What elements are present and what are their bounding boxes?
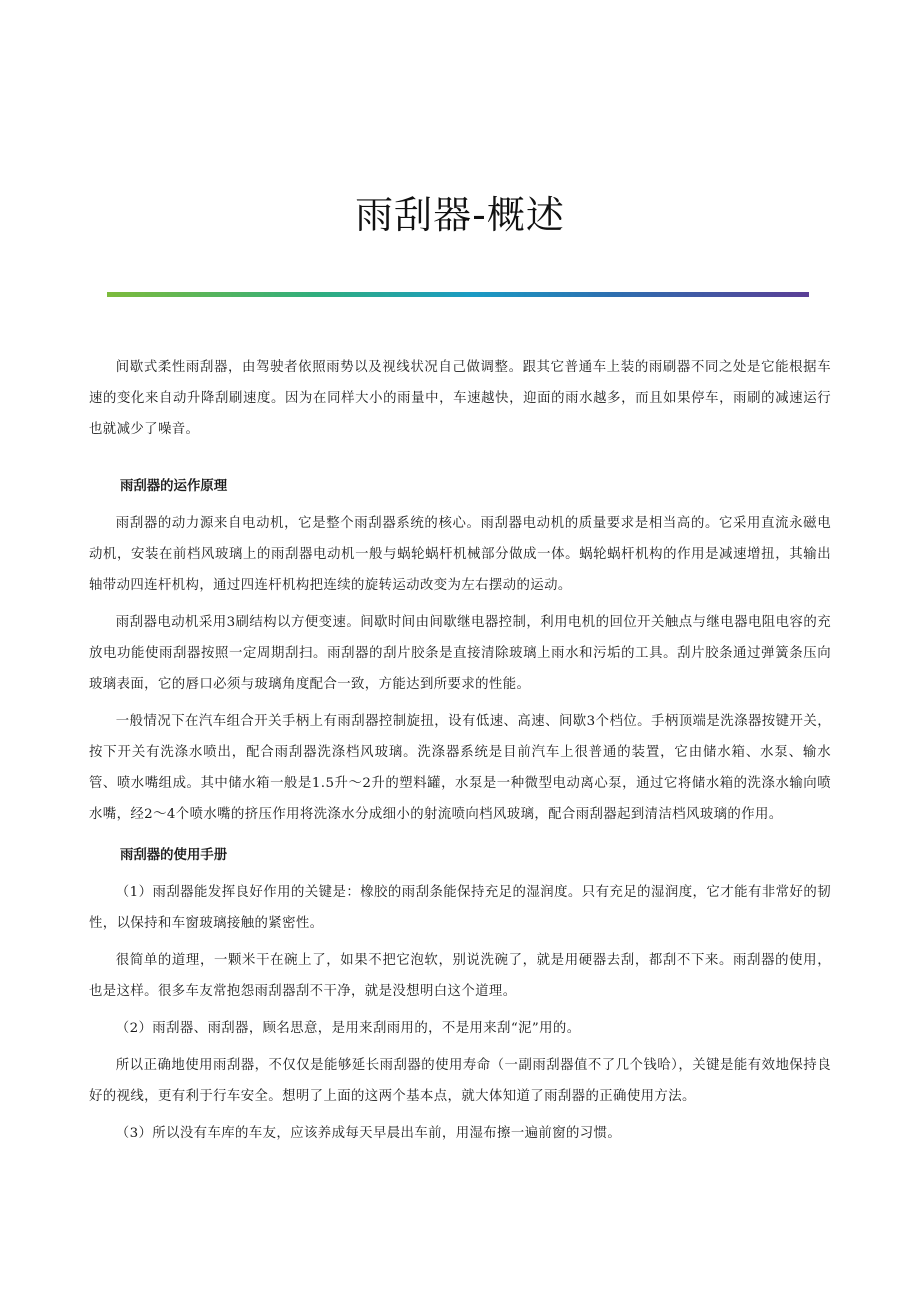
paragraph: 雨刮器的动力源来自电动机，它是整个雨刮器系统的核心。雨刮器电动机的质量要求是相当高的。它采用直流永磁电动机，安装在前档风玻璃上的雨刮器电动机一般与蜗轮蜗杆机械部分做成一体。蜗轮蜗杆机构的作用是减速增扭，其输出轴带动四连杆机构，通过四连杆机构把连续的旋转运动改变为左右摆动的运动。	[89, 516, 831, 593]
paragraph: 雨刮器电动机采用3刷结构以方便变速。间歇时间由间歇继电器控制，利用电机的回位开关触点与继电器电阻电容的充放电功能使雨刮器按照一定周期刮扫。雨刮器的刮片胶条是直接清除玻璃上雨水和污垢的工具。刮片胶条通过弹簧条压向玻璃表面，它的唇口必须与玻璃角度配合一致，方能达到所要求的性能。	[89, 615, 831, 692]
page-title: 雨刮器-概述	[355, 193, 565, 237]
paragraph: （1）雨刮器能发挥良好作用的关键是：橡胶的雨刮条能保持充足的湿润度。只有充足的湿润度，它才能有非常好的韧性，以保持和车窗玻璃接触的紧密性。	[89, 885, 831, 931]
paragraph: 很简单的道理，一颗米干在碗上了，如果不把它泡软，别说洗碗了，就是用硬器去刮，都刮不下来。雨刮器的使用，也是这样。很多车友常抱怨雨刮器刮不干净，就是没想明白这个道理。	[89, 953, 831, 999]
document-body	[89, 352, 831, 1149]
title-divider	[107, 292, 809, 297]
paragraph: （3）所以没有车库的车友，应该养成每天早晨出车前，用湿布擦一遍前窗的习惯。	[115, 1126, 622, 1141]
section-heading-manual: 雨刮器的使用手册	[120, 847, 228, 863]
paragraph: 一般情况下在汽车组合开关手柄上有雨刮器控制旋扭，设有低速、高速、间歇3个档位。手柄顶端是洗涤器按键开关，按下开关有洗涤水喷出，配合雨刮器洗涤档风玻璃。洗涤器系统是目前汽车上很普通的装置，它由储水箱、水泵、输水管、喷水嘴组成。其中储水箱一般是1.5升～2升的塑料罐，水泵是一种微型电动离心泵，通过它将储水箱的洗涤水输向喷水嘴，经2～4个喷水嘴的挤压作用将洗涤水分成细小的射流喷向档风玻璃，配合雨刮器起到清洁档风玻璃的作用。	[89, 714, 831, 822]
paragraph: （2）雨刮器、雨刮器，顾名思意，是用来刮雨用的，不是用来刮“泥”用的。	[115, 1021, 581, 1036]
section-heading-principle: 雨刮器的运作原理	[120, 478, 228, 494]
paragraph: 所以正确地使用雨刮器，不仅仅是能够延长雨刮器的使用寿命（一副雨刮器值不了几个钱哈），关键是能有效地保持良好的视线，更有利于行车安全。想明了上面的这两个基本点，就大体知道了雨刮器的正确使用方法。	[89, 1058, 831, 1104]
intro-paragraph: 间歇式柔性雨刮器，由驾驶者依照雨势以及视线状况自己做调整。跟其它普通车上装的雨刷器不同之处是它能根据车速的变化来自动升降刮刷速度。因为在同样大小的雨量中，车速越快，迎面的雨水越多，而且如果停车，雨刷的减速运行也就减少了噪音。	[89, 360, 831, 437]
